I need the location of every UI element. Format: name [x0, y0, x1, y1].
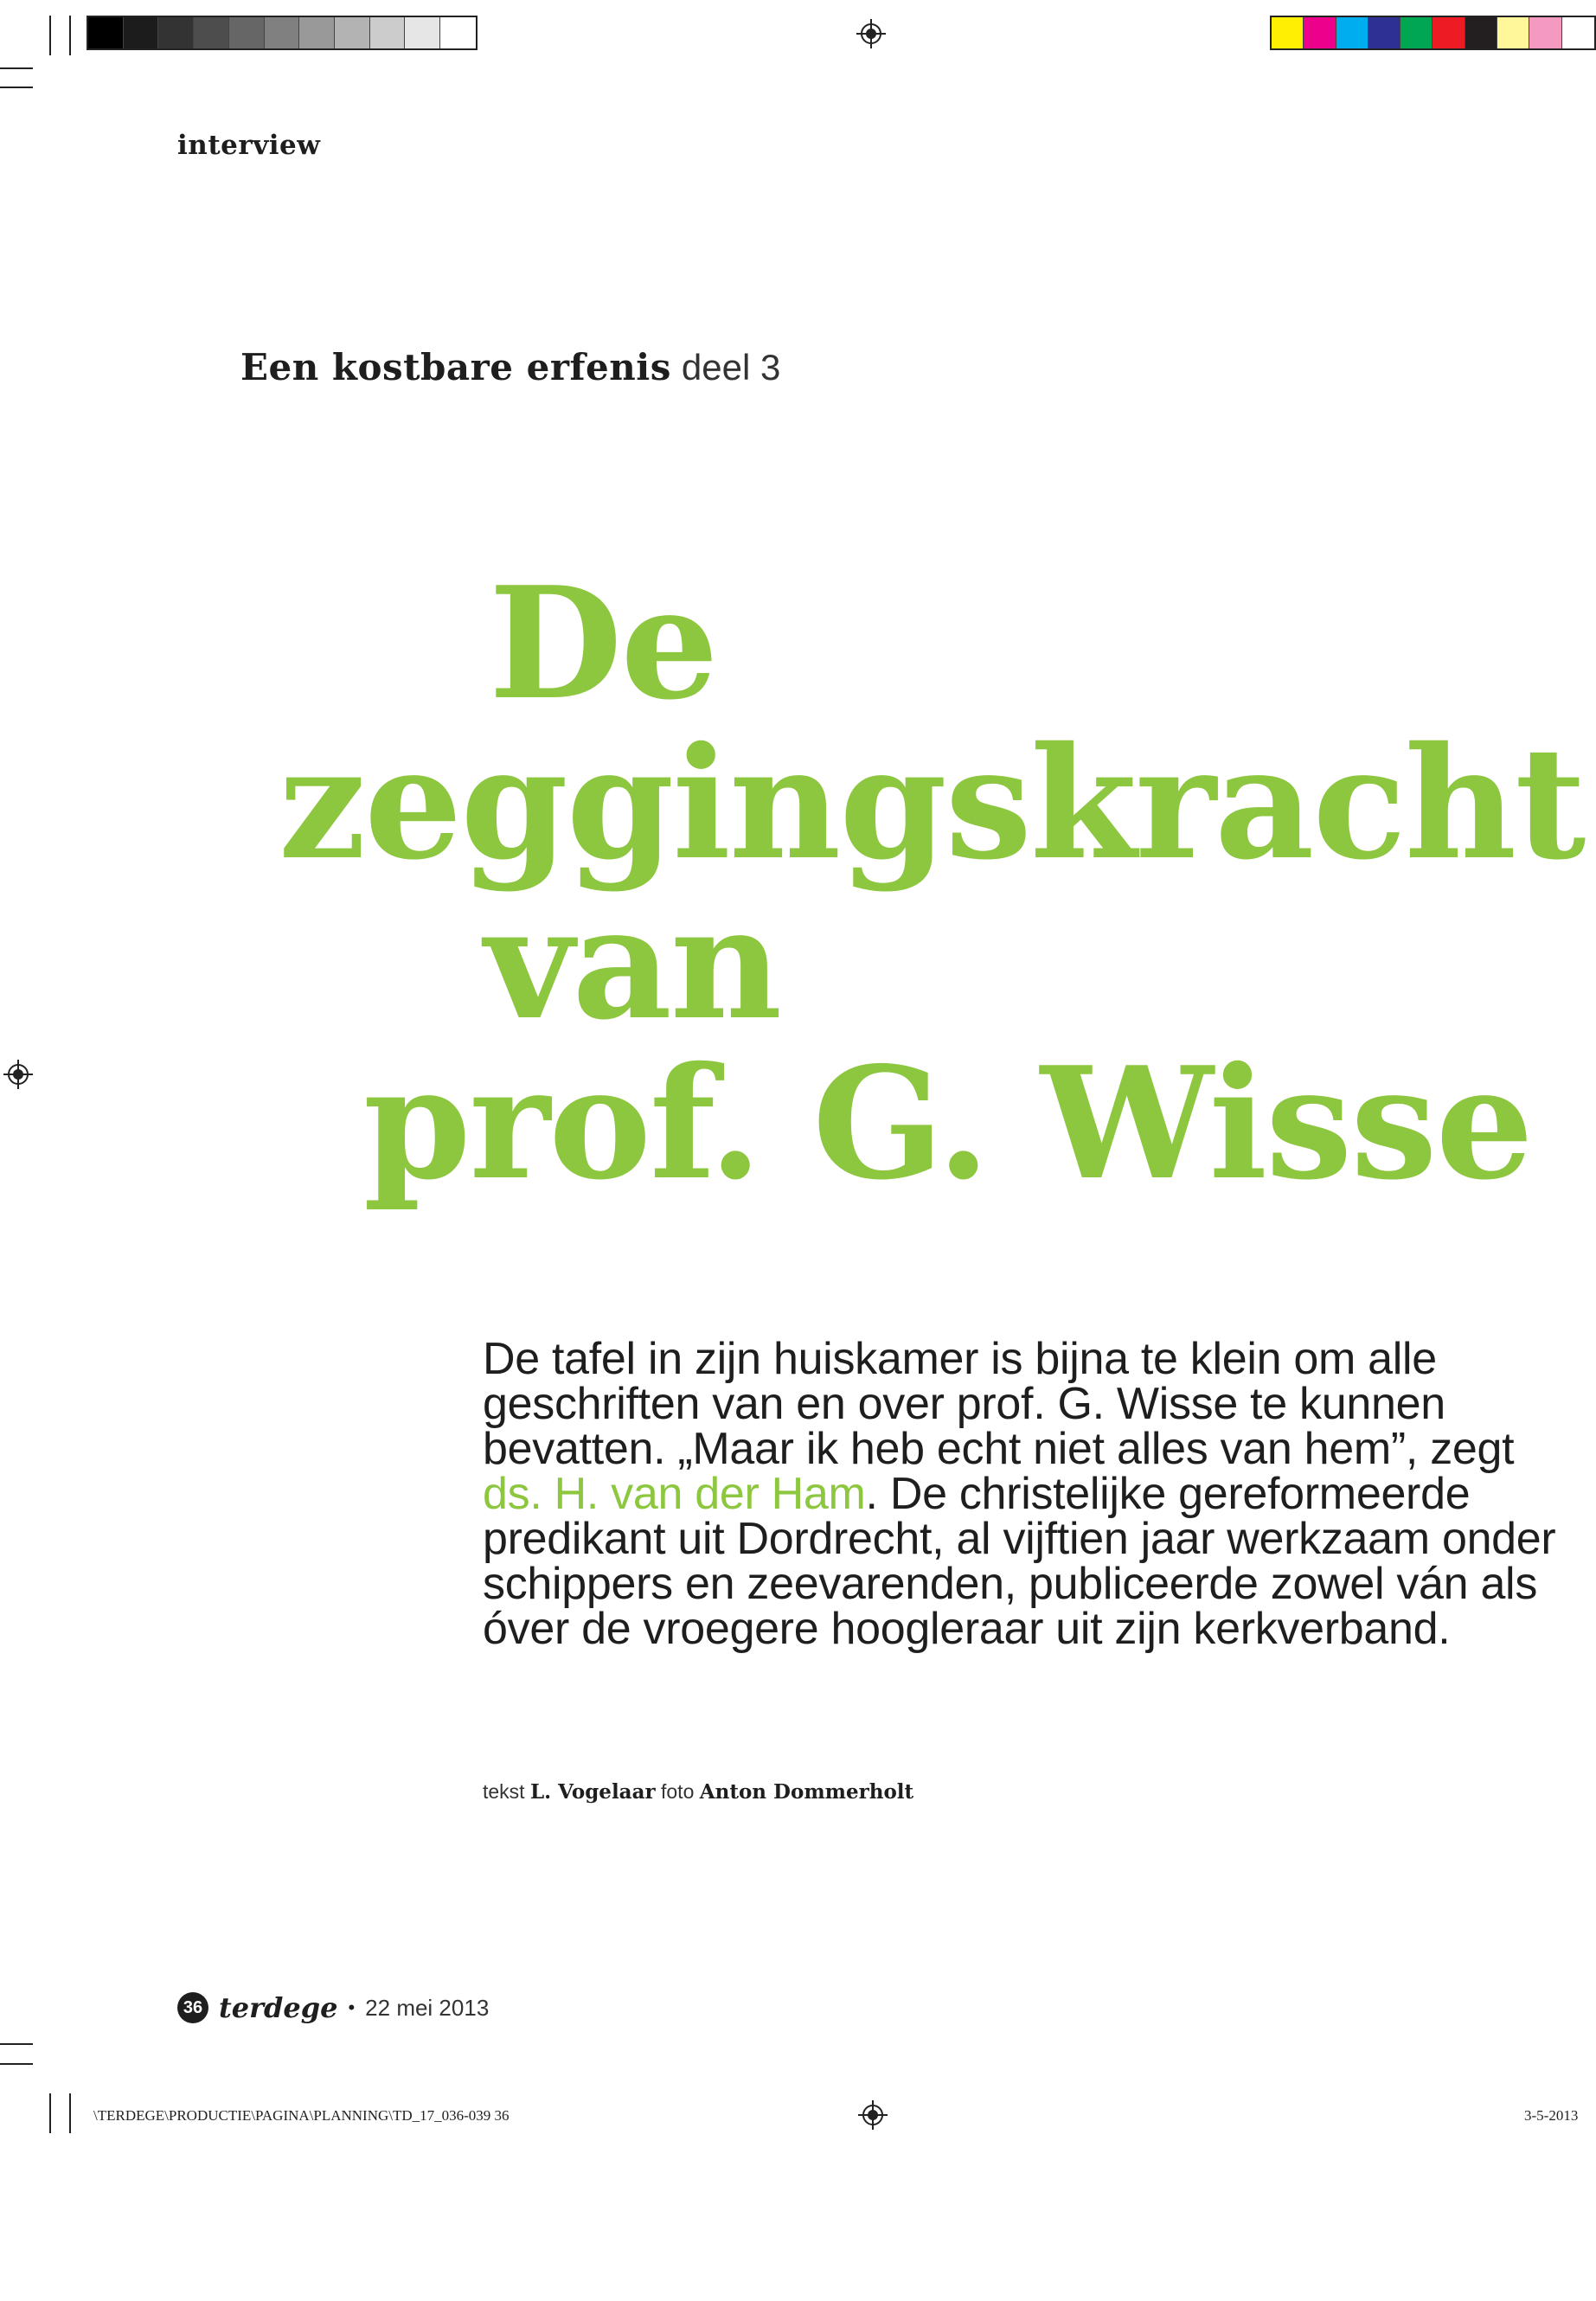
color-swatch [1465, 17, 1497, 48]
series-title: Een kostbare erfenis [240, 346, 671, 388]
crop-mark [0, 2063, 33, 2065]
color-swatch [124, 17, 159, 48]
color-swatch [370, 17, 406, 48]
color-swatch [1401, 17, 1433, 48]
registration-mark-icon [858, 2100, 888, 2130]
headline-line-2: zeggingskracht [279, 713, 1585, 894]
color-swatch [1336, 17, 1368, 48]
registration-mark-icon [3, 1060, 33, 1089]
color-swatch [158, 17, 194, 48]
color-swatch [1562, 17, 1594, 48]
byline-text-label: tekst [483, 1780, 525, 1803]
headline-line-3: van [484, 873, 781, 1054]
crop-mark [69, 2093, 71, 2133]
intro-highlight-name: ds. H. van der Ham [483, 1469, 866, 1519]
color-swatch [265, 17, 300, 48]
color-swatch [1497, 17, 1529, 48]
intro-paragraph [483, 1334, 1568, 1654]
color-swatch [1368, 17, 1401, 48]
crop-mark [0, 67, 33, 69]
intro-text-start: De tafel in zijn huiskamer is bijna te klein om alle geschriften van en over prof. G. Wisse te kunnen bevatten. „Maar ik heb echt niet alles van hem”, zegt [483, 1334, 1515, 1474]
color-swatch [88, 17, 124, 48]
crop-mark [49, 16, 51, 55]
color-swatch [299, 17, 335, 48]
color-calibration-strip [1270, 16, 1596, 50]
headline-line-4: prof. G. Wisse [363, 1033, 1532, 1214]
color-swatch [229, 17, 265, 48]
intro-text-end: . De christelijke gereformeerde predikant uit Dordrecht, al vijftien jaar werkzaam onder schippers en zeevarenden, publiceerde zowel ván als óver de vroegere hoogleraar uit zijn kerkverband. [483, 1469, 1556, 1654]
color-swatch [1272, 17, 1304, 48]
byline-text-author: L. Vogelaar [529, 1780, 656, 1804]
crop-mark [0, 87, 33, 88]
production-date: 3-5-2013 [1524, 2107, 1579, 2124]
series-part: deel 3 [681, 347, 781, 388]
color-swatch [440, 17, 476, 48]
page-number: 36 [177, 1992, 208, 2023]
gray-calibration-strip [87, 16, 478, 50]
crop-mark [69, 16, 71, 55]
production-slug: \TERDEGE\PRODUCTIE\PAGINA\PLANNING\TD_17_036-039 36 [93, 2107, 510, 2124]
crop-mark [0, 2043, 33, 2045]
color-swatch [194, 17, 229, 48]
registration-mark-icon [856, 19, 886, 48]
color-swatch [1433, 17, 1465, 48]
page-footer [177, 1991, 489, 2024]
issue-date: 22 mei 2013 [365, 1994, 490, 2021]
color-swatch [1304, 17, 1336, 48]
magazine-logo: terdege [219, 1991, 338, 2024]
series-kicker [240, 346, 780, 388]
byline-photo-author: Anton Dommerholt [699, 1780, 914, 1804]
color-swatch [405, 17, 440, 48]
footer-bullet: • [348, 1997, 356, 2018]
byline [483, 1780, 913, 1804]
headline-line-1: De [489, 553, 717, 734]
color-swatch [1529, 17, 1561, 48]
color-swatch [335, 17, 370, 48]
byline-photo-label: foto [661, 1780, 695, 1803]
section-label: interview [177, 130, 321, 161]
crop-mark [49, 2093, 51, 2133]
